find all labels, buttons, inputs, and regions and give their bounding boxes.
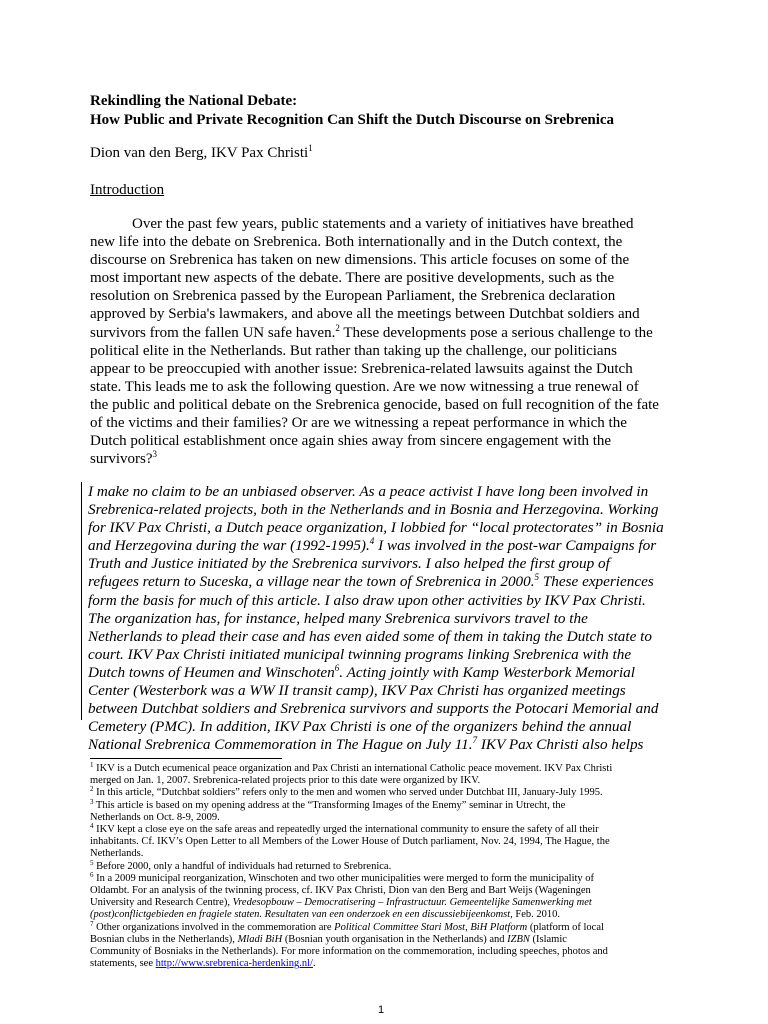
quote-line: Netherlands to plead their case and has even aided some of them in taking the Dutch state to bbox=[88, 627, 652, 645]
quote-line: Srebrenica-related projects, both in the Netherlands and in Bosnia and Herzegovina. Working bbox=[88, 501, 659, 519]
text-line: discourse on Srebrenica has taken on new dimensions. This article focuses on some of the bbox=[90, 252, 630, 269]
footnote-line: Netherlands on Oct. 8-9, 2009. bbox=[90, 811, 220, 823]
footnote-3 bbox=[90, 797, 710, 824]
footnote-number: 7 bbox=[90, 919, 94, 928]
quote-line: Cemetery (PMC). In addition, IKV Pax Christi is one of the organizers behind the annual bbox=[88, 718, 632, 736]
text-segment: These experiences bbox=[539, 573, 654, 591]
italic-quote-block bbox=[88, 483, 713, 754]
text-segment: , bbox=[465, 921, 471, 933]
footnote-line: merged on Jan. 1, 2007. Srebrenica-related projects prior to this date were organized by IKV. bbox=[90, 775, 481, 787]
commemoration-link[interactable]: http://www.srebrenica-herdenking.nl/ bbox=[155, 958, 313, 970]
footnote-line bbox=[90, 919, 710, 934]
text-segment: and Herzegovina during the war (1992-1995). bbox=[88, 537, 370, 555]
text-line: state. This leads me to ask the following question. Are we now witnessing a true renewal of bbox=[90, 378, 639, 395]
text-segment: University and Research Centre), bbox=[90, 897, 233, 909]
footnote-4 bbox=[90, 824, 710, 861]
text-line: most important new aspects of the debate. There are positive developments, such as the bbox=[90, 270, 615, 287]
footnote-line bbox=[90, 909, 710, 921]
text-segment: , Feb. 2010. bbox=[510, 909, 561, 921]
text-segment: In this article, “Dutchbat soldiers” refers only to the men and women who served under Dutchbat III, January-July 1995. bbox=[93, 787, 603, 799]
text-segment: . Acting jointly with Kamp Westerbork Memorial bbox=[339, 663, 635, 681]
text-segment: . bbox=[312, 958, 316, 970]
footnote-2 bbox=[90, 787, 710, 799]
footnote-ref[interactable]: 4 bbox=[369, 536, 375, 547]
intro-paragraph bbox=[90, 215, 710, 468]
footnote-number: 6 bbox=[90, 870, 94, 879]
footnotes bbox=[90, 763, 710, 970]
italic-org-name: Mladi BiH bbox=[237, 933, 283, 945]
footnote-1 bbox=[90, 763, 710, 787]
text-segment: IKV is a Dutch ecumenical peace organization and Pax Christi an international Catholic peace movement. IKV Pax Christi bbox=[93, 763, 613, 774]
italic-org-name: Political Committee Stari Most bbox=[334, 921, 466, 933]
text-segment: statements, see bbox=[90, 958, 156, 970]
text-line: political elite in the Netherlands. But rather than taking up the challenge, our politicians bbox=[90, 342, 617, 359]
footnote-ref[interactable]: 7 bbox=[472, 735, 478, 746]
section-heading: Introduction bbox=[90, 182, 165, 198]
text-line: new life into the debate on Srebrenica. Both internationally and in the Dutch context, the bbox=[90, 234, 623, 251]
text-segment: Other organizations involved in the commemoration are bbox=[93, 921, 335, 933]
page-number: 1 bbox=[378, 1004, 385, 1016]
footnote-line bbox=[90, 897, 710, 909]
text-segment: (platform of local bbox=[527, 921, 604, 933]
text-segment: (Islamic bbox=[529, 933, 567, 945]
footnote-number: 3 bbox=[90, 797, 94, 806]
footnote-line bbox=[90, 958, 710, 970]
footnote-line bbox=[90, 824, 710, 836]
quote-line: for IKV Pax Christi, a Dutch peace organization, I lobbied for “local protectorates” in Bosnia bbox=[88, 519, 664, 537]
footnote-line bbox=[90, 787, 710, 799]
text-line bbox=[90, 324, 710, 342]
footnote-ref[interactable]: 5 bbox=[534, 572, 540, 583]
text-segment: IKV Pax Christi also helps bbox=[477, 736, 644, 754]
quote-line: Truth and Justice initiated by the Srebrenica survivors. I also helped the first group of bbox=[88, 555, 610, 573]
footnote-number: 2 bbox=[90, 785, 94, 794]
quote-line bbox=[88, 736, 713, 754]
footnote-6 bbox=[90, 870, 710, 922]
footnote-ref[interactable]: 1 bbox=[308, 143, 313, 153]
quote-line bbox=[88, 664, 713, 682]
text-segment: (Bosnian youth organisation in the Netherlands) and bbox=[282, 933, 508, 945]
text-segment: Bosnian clubs in the Netherlands), bbox=[90, 933, 238, 945]
text-line: the public and political debate on the Srebrenica genocide, based on full recognition of the fate bbox=[90, 396, 659, 413]
footnote-7 bbox=[90, 919, 710, 971]
text-segment: In a 2009 municipal reorganization, Winschoten and two other municipalities were merged to form the municipality of bbox=[93, 872, 595, 884]
footnote-5 bbox=[90, 858, 710, 873]
text-segment: National Srebrenica Commemoration in The Hague on July 11. bbox=[88, 736, 473, 754]
footnote-ref[interactable]: 3 bbox=[152, 449, 157, 460]
text-segment: These developments pose a serious challenge to the bbox=[339, 324, 653, 341]
footnote-line: Netherlands. bbox=[90, 848, 144, 860]
quote-line: I make no claim to be an unbiased observer. As a peace activist I have long been involved in bbox=[88, 483, 649, 500]
footnote-number: 1 bbox=[90, 761, 94, 769]
footnote-line: inhabitants. Cf. IKV’s Open Letter to all Members of the Lower House of Dutch parliament, Nov. 24, 1994, The Hague, the bbox=[90, 836, 610, 848]
footnote-line: Community of Bosniaks in the Netherlands). For more information on the commemoration, including speeches, photos and bbox=[90, 946, 608, 958]
italic-title: (post)conflictgebieden en fragiele staten. Resultaten van een onderzoek en een discussiebijeenkomst bbox=[90, 909, 511, 921]
quote-line: Center (Westerbork was a WW II transit camp), IKV Pax Christi has organized meetings bbox=[88, 682, 626, 700]
text-line: approved by Serbia's lawmakers, and above all the meetings between Dutchbat soldiers and bbox=[90, 306, 640, 323]
footnote-line bbox=[90, 763, 710, 775]
italic-org-name: BiH Platform bbox=[470, 921, 528, 933]
quote-line: form the basis for much of this article. I also draw upon other activities by IKV Pax Christi. bbox=[88, 591, 646, 609]
quote-line bbox=[88, 573, 713, 591]
quote-line: court. IKV Pax Christi initiated municipal twinning programs linking Srebrenica with the bbox=[88, 645, 632, 663]
footnote-line bbox=[90, 934, 710, 946]
quote-bar bbox=[81, 482, 82, 720]
footnote-line bbox=[90, 797, 710, 812]
footnote-line bbox=[90, 858, 710, 873]
footnote-ref[interactable]: 6 bbox=[334, 662, 340, 673]
footnote-ref[interactable]: 2 bbox=[335, 322, 340, 333]
quote-line: between Dutchbat soldiers and Srebrenica survivors and supports the Potocari Memorial and bbox=[88, 700, 659, 718]
italic-title: Vredesopbouw – Democratisering – Infrastructuur. Gemeentelijke Samenwerking met bbox=[232, 897, 592, 909]
text-segment: Dutch towns of Heumen and Winschoten bbox=[88, 663, 335, 681]
text-line: Dutch political establishment once again shies away from sincere engagement with the bbox=[90, 433, 612, 450]
text-segment: Before 2000, only a handful of individuals had returned to Srebrenica. bbox=[93, 860, 392, 872]
italic-org-name: IZBN bbox=[507, 933, 530, 945]
text-line bbox=[90, 450, 710, 468]
footnote-number: 4 bbox=[90, 822, 94, 831]
quote-line bbox=[88, 537, 713, 555]
footnote-line: Oldambt. For an analysis of the twinning process, cf. IKV Pax Christi, Dion van den Berg and Bart Weijs (Wageningen bbox=[90, 885, 591, 897]
article-title bbox=[90, 92, 730, 130]
author-line bbox=[90, 144, 313, 163]
quote-line: The organization has, for instance, helped many Srebrenica survivors travel to the bbox=[88, 609, 588, 627]
text-line: Over the past few years, public statements and a variety of initiatives have breathed bbox=[132, 216, 634, 232]
footnote-number: 5 bbox=[90, 858, 94, 867]
text-line: appear to be preoccupied with another issue: Srebrenica-related lawsuits against the Dutch bbox=[90, 360, 633, 377]
text-segment: survivors from the fallen UN safe haven. bbox=[90, 324, 336, 341]
title-line-1: Rekindling the National Debate: bbox=[90, 93, 298, 109]
text-segment: This article is based on my opening address at the “Transforming Images of the Enemy” seminar in Utrecht, the bbox=[93, 799, 566, 811]
text-line: of the victims and their families? Or are we witnessing a repeat performance in which the bbox=[90, 415, 627, 432]
text-segment: IKV kept a close eye on the safe areas and repeatedly urged the international community to ensure the safety of all their bbox=[93, 824, 599, 836]
text-segment: I was involved in the post-war Campaigns for bbox=[374, 537, 657, 555]
text-segment: refugees return to Suceska, a village near the town of Srebrenica in 2000. bbox=[88, 573, 535, 591]
author-name: Dion van den Berg, IKV Pax Christi bbox=[90, 145, 309, 161]
footnote-line bbox=[90, 870, 710, 885]
footnote-separator bbox=[90, 758, 282, 759]
text-segment: survivors? bbox=[90, 451, 153, 468]
title-line-2: How Public and Private Recognition Can Shift the Dutch Discourse on Srebrenica bbox=[90, 112, 615, 128]
text-line: resolution on Srebrenica passed by the European Parliament, the Srebrenica declaration bbox=[90, 288, 616, 305]
